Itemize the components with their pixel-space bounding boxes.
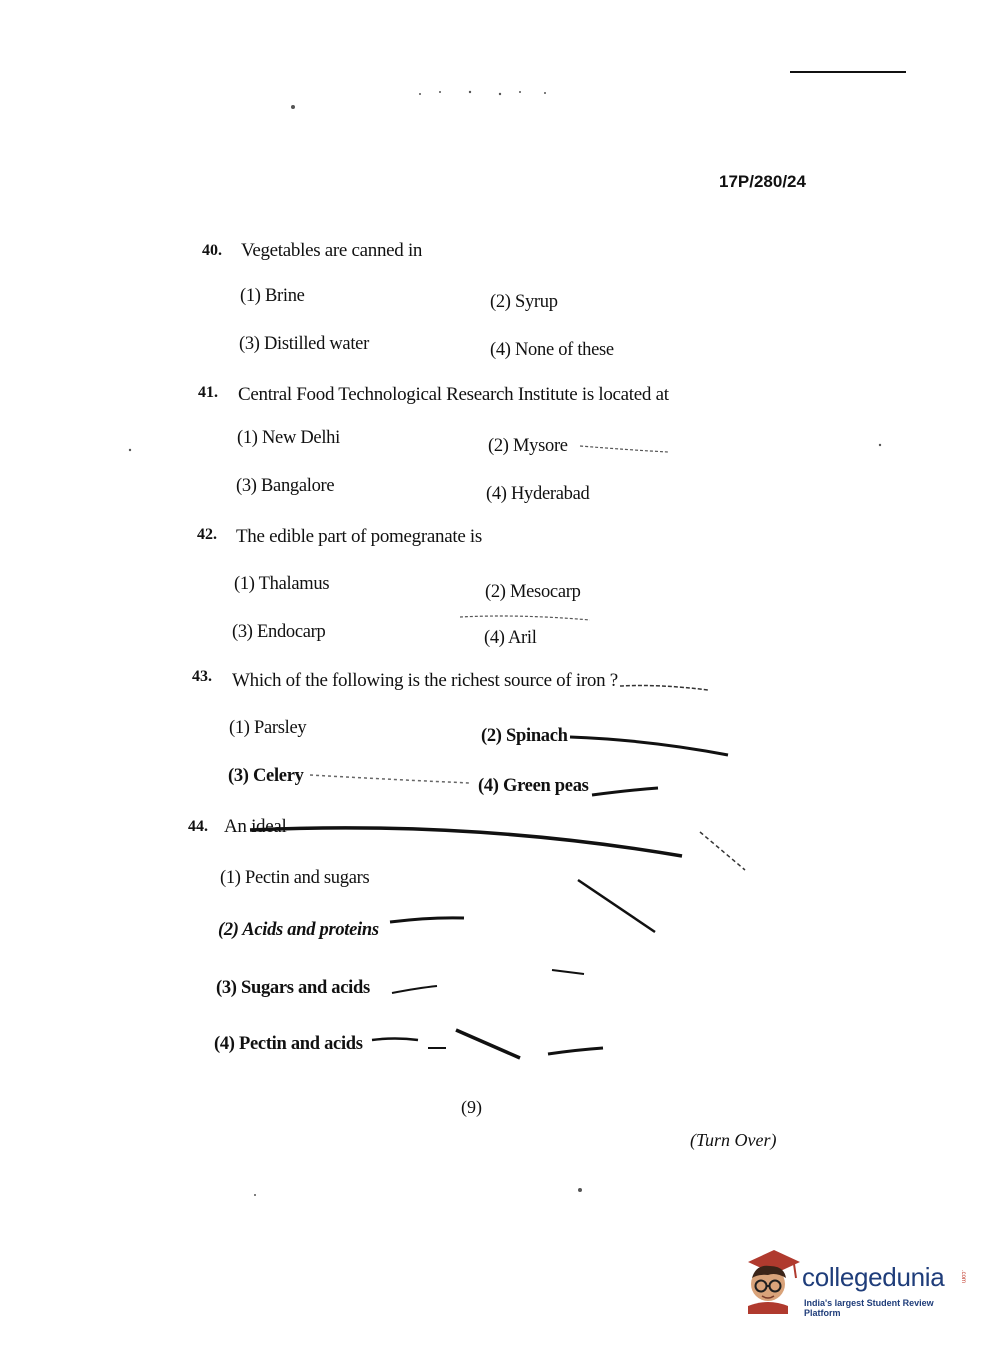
option: (3) Endocarp bbox=[232, 622, 326, 642]
mascot-icon bbox=[742, 1248, 802, 1314]
question-text: The edible part of pomegranate is bbox=[236, 526, 482, 547]
question-text: Which of the following is the richest source of iron ? bbox=[232, 670, 618, 691]
turn-over-note: (Turn Over) bbox=[690, 1130, 777, 1150]
option: (3) Sugars and acids bbox=[216, 978, 370, 998]
option: (4) None of these bbox=[490, 340, 614, 360]
brand-name: collegedunia bbox=[802, 1262, 945, 1292]
option: (1) Thalamus bbox=[234, 574, 330, 594]
option: (4) Aril bbox=[484, 628, 537, 648]
option: (2) Mesocarp bbox=[485, 582, 581, 602]
question-text: An ideal bbox=[224, 816, 287, 837]
option: (2) Spinach bbox=[481, 726, 568, 746]
page-number: (9) bbox=[461, 1097, 482, 1117]
question-text: Vegetables are canned in bbox=[241, 240, 423, 261]
option: (1) Pectin and sugars bbox=[220, 868, 370, 888]
question-number: 40. bbox=[202, 242, 222, 259]
brand-domain: .com bbox=[960, 1270, 966, 1284]
question-text: Central Food Technological Research Institute is located at bbox=[238, 384, 669, 405]
paper-code: 17P/280/24 bbox=[719, 172, 806, 191]
question-number: 44. bbox=[188, 818, 208, 835]
question-number: 42. bbox=[197, 526, 217, 543]
collegedunia-watermark bbox=[742, 1248, 972, 1318]
question-number: 43. bbox=[192, 668, 212, 685]
option: (1) New Delhi bbox=[237, 428, 340, 448]
option: (2) Syrup bbox=[490, 292, 558, 312]
option: (2) Acids and proteins bbox=[218, 920, 379, 940]
option: (3) Distilled water bbox=[239, 334, 369, 354]
option: (3) Celery bbox=[228, 766, 304, 786]
option: (4) Green peas bbox=[478, 776, 589, 796]
option: (4) Pectin and acids bbox=[214, 1034, 363, 1054]
option: (4) Hyderabad bbox=[486, 484, 590, 504]
option: (2) Mysore bbox=[488, 436, 568, 456]
question-number: 41. bbox=[198, 384, 218, 401]
option: (1) Brine bbox=[240, 286, 305, 306]
brand-tagline: India's largest Student Review Platform bbox=[804, 1298, 934, 1318]
option: (1) Parsley bbox=[229, 718, 307, 738]
option: (3) Bangalore bbox=[236, 476, 335, 496]
